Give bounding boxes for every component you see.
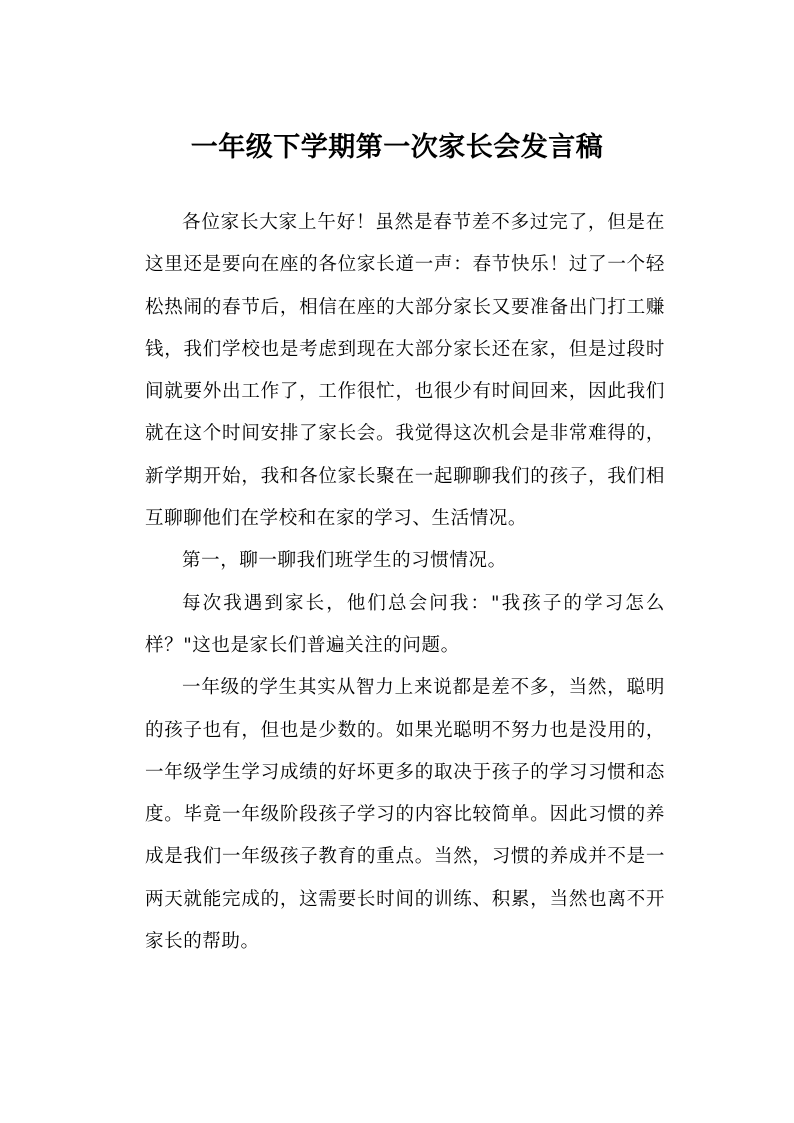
paragraph-greeting: 各位家长大家上午好！虽然是春节差不多过完了，但是在这里还是要向在座的各位家长道一声：春节快乐！过了一个轻松热闹的春节后，相信在座的大部分家长又要准备出门打工赚钱，我们学校也是考虑到现在大部分家长还在家，但是过段时间就要外出工作了，工作很忙，也很少有时间回来，因此我们就在这个时间安排了家长会。我觉得这次机会是非常难得的，新学期开始，我和各位家长聚在一起聊聊我们的孩子，我们相互聊聊他们在学校和在家的学习、生活情况。	[145, 212, 665, 530]
paragraph-section-one-heading: 第一，聊一聊我们班学生的习惯情况。	[182, 550, 507, 572]
paragraph-parents-question: 每次我遇到家长，他们总会问我："我孩子的学习怎么样？"这也是家长们普遍关注的问题。	[145, 592, 665, 656]
paragraph-learning-habits: 一年级的学生其实从智力上来说都是差不多，当然，聪明的孩子也有，但也是少数的。如果光聪明不努力也是没用的，一年级学生学习成绩的好坏更多的取决于孩子的学习习惯和态度。毕竟一年级阶段孩子学习的内容比较简单。因此习惯的养成是我们一年级孩子教育的重点。当然，习惯的养成并不是一两天就能完成的，这需要长时间的训练、积累，当然也离不开家长的帮助。	[145, 677, 665, 953]
document-body	[145, 202, 665, 963]
document-title: 一年级下学期第一次家长会发言稿	[190, 132, 604, 164]
